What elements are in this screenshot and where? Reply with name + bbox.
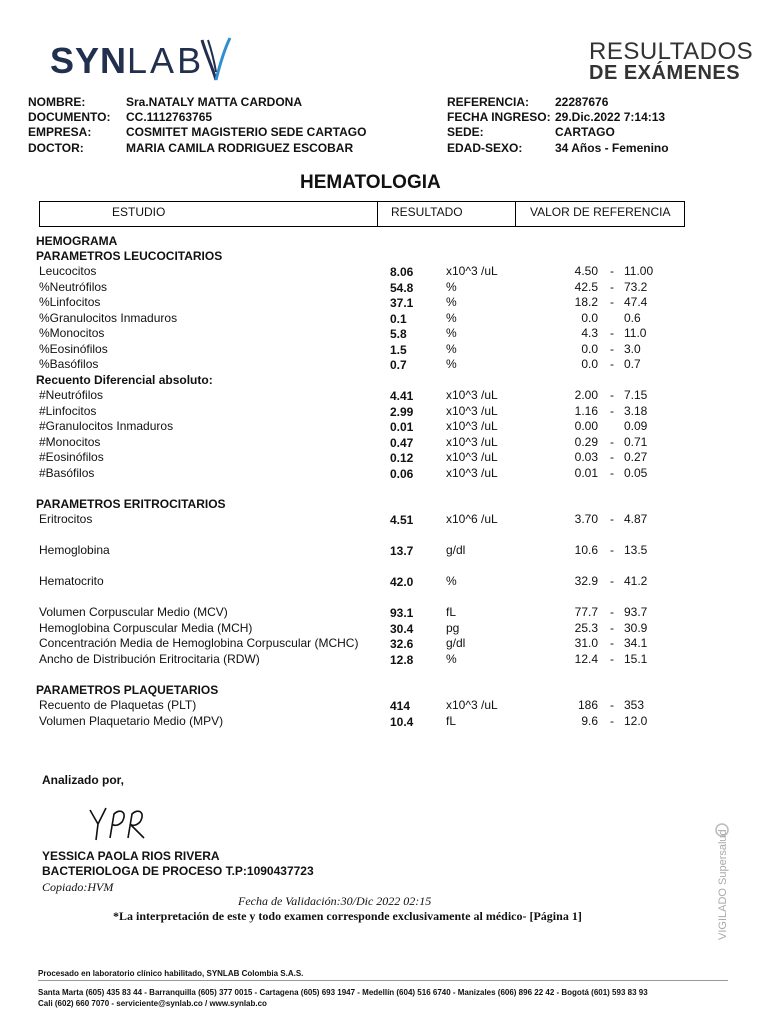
test-value: 0.01 <box>390 420 414 434</box>
ref-sep: - <box>610 404 614 418</box>
group-eritrocitarios: PARAMETROS ERITROCITARIOS <box>36 497 226 511</box>
ref-sep: - <box>610 621 614 635</box>
header-study: ESTUDIO <box>112 205 166 219</box>
disclaimer: *La interpretación de este y todo examen corresponde exclusivamente al médico- [Página 1] <box>113 909 582 923</box>
ref-low: 1.16 <box>574 404 598 418</box>
ref-low: 12.4 <box>574 652 598 666</box>
test-name: Concentración Media de Hemoglobina Corpuscular (MCHC) <box>39 636 359 650</box>
test-value: 1.5 <box>390 343 407 357</box>
test-name: #Basófilos <box>39 466 95 480</box>
ref-low: 3.70 <box>574 512 598 526</box>
ref-high: 15.1 <box>624 652 648 666</box>
test-unit: % <box>446 357 457 371</box>
test-name: %Eosinófilos <box>39 342 108 356</box>
table-header <box>39 201 685 227</box>
ref-sep: - <box>610 342 614 356</box>
supersalud-seal-icon <box>700 820 740 940</box>
order-value: 34 Años - Femenino <box>555 141 669 155</box>
patient-label: DOCTOR: <box>28 141 84 155</box>
test-value: 32.6 <box>390 637 414 651</box>
validation-date: Fecha de Validación:30/Dic 2022 02:15 <box>238 894 432 908</box>
test-value: 10.4 <box>390 715 414 729</box>
test-unit: x10^3 /uL <box>446 404 498 418</box>
ref-high: 13.5 <box>624 543 648 557</box>
ref-sep: - <box>610 264 614 278</box>
ref-sep: - <box>610 435 614 449</box>
test-name: %Linfocitos <box>39 295 101 309</box>
test-value: 0.47 <box>390 436 414 450</box>
ref-high: 30.9 <box>624 621 648 635</box>
test-name: Hemoglobina Corpuscular Media (MCH) <box>39 621 253 635</box>
ref-high: 0.05 <box>624 466 648 480</box>
test-unit: % <box>446 574 457 588</box>
test-unit: % <box>446 342 457 356</box>
ref-sep: - <box>610 295 614 309</box>
test-value: 8.06 <box>390 265 414 279</box>
results-title-line1: RESULTADOS <box>589 38 754 65</box>
test-value: 12.8 <box>390 653 414 667</box>
test-value: 13.7 <box>390 544 414 558</box>
test-name: #Eosinófilos <box>39 450 104 464</box>
ref-high: 0.71 <box>624 435 648 449</box>
ref-high: 73.2 <box>624 280 648 294</box>
ref-low: 0.00 <box>574 419 598 433</box>
ref-high: 0.7 <box>624 357 641 371</box>
synlab-leaf-icon <box>196 36 236 84</box>
ref-low: 9.6 <box>581 714 598 728</box>
test-value: 0.12 <box>390 451 414 465</box>
ref-high: 11.0 <box>624 326 647 340</box>
ref-sep: - <box>610 714 614 728</box>
ref-sep: - <box>610 280 614 294</box>
test-unit: x10^3 /uL <box>446 450 498 464</box>
test-value: 5.8 <box>390 327 407 341</box>
ref-high: 93.7 <box>624 605 648 619</box>
test-unit: x10^3 /uL <box>446 264 498 278</box>
test-unit: % <box>446 652 457 666</box>
ref-low: 25.3 <box>574 621 598 635</box>
test-name: Leucocitos <box>39 264 97 278</box>
test-name: Hemoglobina <box>39 543 110 557</box>
ref-low: 0.03 <box>574 450 598 464</box>
ref-high: 41.2 <box>624 574 648 588</box>
test-unit: x10^3 /uL <box>446 419 498 433</box>
logo-lab: LAB <box>127 40 205 81</box>
test-unit: g/dl <box>446 543 466 557</box>
ref-low: 10.6 <box>574 543 598 557</box>
test-value: 42.0 <box>390 575 414 589</box>
test-unit: % <box>446 311 457 325</box>
test-value: 0.1 <box>390 312 407 326</box>
group-hemograma: HEMOGRAMA <box>36 234 118 248</box>
ref-sep: - <box>610 512 614 526</box>
ref-low: 0.0 <box>581 311 598 325</box>
analyzed-by: Analizado por, <box>42 773 125 787</box>
ref-low: 42.5 <box>574 280 598 294</box>
ref-sep: - <box>610 636 614 650</box>
order-label: REFERENCIA: <box>447 95 530 109</box>
ref-sep: - <box>610 605 614 619</box>
order-value: 22287676 <box>555 95 609 109</box>
test-unit: g/dl <box>446 636 466 650</box>
ref-sep: - <box>610 326 614 340</box>
order-label: EDAD-SEXO: <box>447 141 523 155</box>
copied-by: Copiado:HVM <box>42 880 114 894</box>
test-name: Volumen Plaquetario Medio (MPV) <box>39 714 224 728</box>
patient-value: Sra.NATALY MATTA CARDONA <box>126 95 303 109</box>
test-value: 4.41 <box>390 389 414 403</box>
test-name: Recuento de Plaquetas (PLT) <box>39 698 197 712</box>
supersalud-seal <box>700 820 740 940</box>
ref-high: 0.09 <box>624 419 648 433</box>
ref-high: 3.18 <box>624 404 648 418</box>
ref-high: 353 <box>624 698 645 712</box>
group-diferencial: Recuento Diferencial absoluto: <box>36 373 213 387</box>
test-name: #Monocitos <box>39 435 101 449</box>
ref-low: 4.3 <box>581 326 598 340</box>
ref-high: 0.27 <box>624 450 648 464</box>
order-value: CARTAGO <box>555 125 615 139</box>
ref-low: 18.2 <box>574 295 598 309</box>
test-name: Ancho de Distribución Eritrocitaria (RDW) <box>39 652 260 666</box>
ref-low: 77.7 <box>574 605 598 619</box>
test-name: #Granulocitos Inmaduros <box>39 419 174 433</box>
test-value: 54.8 <box>390 281 414 295</box>
ref-sep: - <box>610 698 614 712</box>
test-unit: % <box>446 280 457 294</box>
ref-high: 47.4 <box>624 295 648 309</box>
patient-value: MARIA CAMILA RODRIGUEZ ESCOBAR <box>126 141 354 155</box>
ref-high: 0.6 <box>624 311 641 325</box>
results-title-line2: DE EXÁMENES <box>589 62 741 84</box>
test-value: 414 <box>390 699 411 713</box>
order-label: FECHA INGRESO: <box>447 110 551 124</box>
test-unit: fL <box>446 714 457 728</box>
test-unit: x10^3 /uL <box>446 698 498 712</box>
group-plaquetarios: PARAMETROS PLAQUETARIOS <box>36 683 219 697</box>
analyst-name: YESSICA PAOLA RIOS RIVERA <box>42 849 220 863</box>
ref-low: 32.9 <box>574 574 598 588</box>
patient-label: DOCUMENTO: <box>28 110 111 124</box>
ref-sep: - <box>610 388 614 402</box>
test-unit: pg <box>446 621 460 635</box>
synlab-logo <box>50 40 204 82</box>
group-leucocitarios: PARAMETROS LEUCOCITARIOS <box>36 249 223 263</box>
footer-processed: Procesado en laboratorio clínico habilitado, SYNLAB Colombia S.A.S. <box>38 969 304 978</box>
test-unit: x10^3 /uL <box>446 466 498 480</box>
test-value: 0.7 <box>390 358 407 372</box>
ref-high: 3.0 <box>624 342 641 356</box>
test-value: 2.99 <box>390 405 414 419</box>
ref-low: 0.0 <box>581 357 598 371</box>
test-name: %Basófilos <box>39 357 99 371</box>
test-name: %Granulocitos Inmaduros <box>39 311 178 325</box>
test-name: Eritrocitos <box>39 512 93 526</box>
ref-low: 0.0 <box>581 342 598 356</box>
footer-contacts: Santa Marta (605) 435 83 44 - Barranquilla (605) 377 0015 - Cartagena (605) 693 1947 - Medellín (604) 516 6740 - Manizales (606) 896 22 42 - Bogotá (601) 593 83 93 <box>38 988 648 997</box>
test-unit: x10^3 /uL <box>446 388 498 402</box>
header-reference: VALOR DE REFERENCIA <box>530 205 671 219</box>
test-name: %Neutrófilos <box>39 280 108 294</box>
ref-low: 4.50 <box>574 264 598 278</box>
test-value: 0.06 <box>390 467 414 481</box>
test-value: 4.51 <box>390 513 414 527</box>
ref-low: 2.00 <box>574 388 598 402</box>
analyst-role: BACTERIOLOGA DE PROCESO T.P:1090437723 <box>42 864 314 878</box>
test-value: 37.1 <box>390 296 414 310</box>
ref-low: 31.0 <box>574 636 598 650</box>
test-unit: % <box>446 295 457 309</box>
test-unit: % <box>446 326 457 340</box>
ref-sep: - <box>610 357 614 371</box>
test-unit: x10^3 /uL <box>446 435 498 449</box>
test-value: 30.4 <box>390 622 414 636</box>
handwritten-signature <box>84 800 164 844</box>
ref-low: 0.01 <box>574 466 598 480</box>
ref-sep: - <box>610 652 614 666</box>
ref-high: 7.15 <box>624 388 648 402</box>
ref-low: 0.29 <box>574 435 598 449</box>
ref-high: 12.0 <box>624 714 648 728</box>
patient-label: EMPRESA: <box>28 125 92 139</box>
logo-syn: SYN <box>50 40 128 81</box>
test-name: #Linfocitos <box>39 404 97 418</box>
ref-sep: - <box>610 466 614 480</box>
patient-value: COSMITET MAGISTERIO SEDE CARTAGO <box>126 125 367 139</box>
test-unit: x10^6 /uL <box>446 512 498 526</box>
patient-value: CC.1112763765 <box>126 110 213 124</box>
header-result: RESULTADO <box>391 205 463 219</box>
test-unit: fL <box>446 605 457 619</box>
ref-high: 11.00 <box>624 264 654 278</box>
ref-sep: - <box>610 574 614 588</box>
test-value: 93.1 <box>390 606 414 620</box>
order-label: SEDE: <box>447 125 484 139</box>
patient-label: NOMBRE: <box>28 95 86 109</box>
test-name: Hematocrito <box>39 574 104 588</box>
test-name: #Neutrófilos <box>39 388 104 402</box>
footer-contacts-2: Cali (602) 660 7070 - serviciente@synlab.co / www.synlab.co <box>38 999 267 1008</box>
section-title: HEMATOLOGIA <box>300 172 441 193</box>
supersalud-text: VIGILADO Supersalud <box>717 829 729 940</box>
ref-high: 4.87 <box>624 512 648 526</box>
order-value: 29.Dic.2022 7:14:13 <box>555 110 666 124</box>
test-name: Volumen Corpuscular Medio (MCV) <box>39 605 228 619</box>
ref-low: 186 <box>577 698 598 712</box>
ref-sep: - <box>610 450 614 464</box>
ref-sep: - <box>610 543 614 557</box>
ref-high: 34.1 <box>624 636 648 650</box>
test-name: %Monocitos <box>39 326 105 340</box>
